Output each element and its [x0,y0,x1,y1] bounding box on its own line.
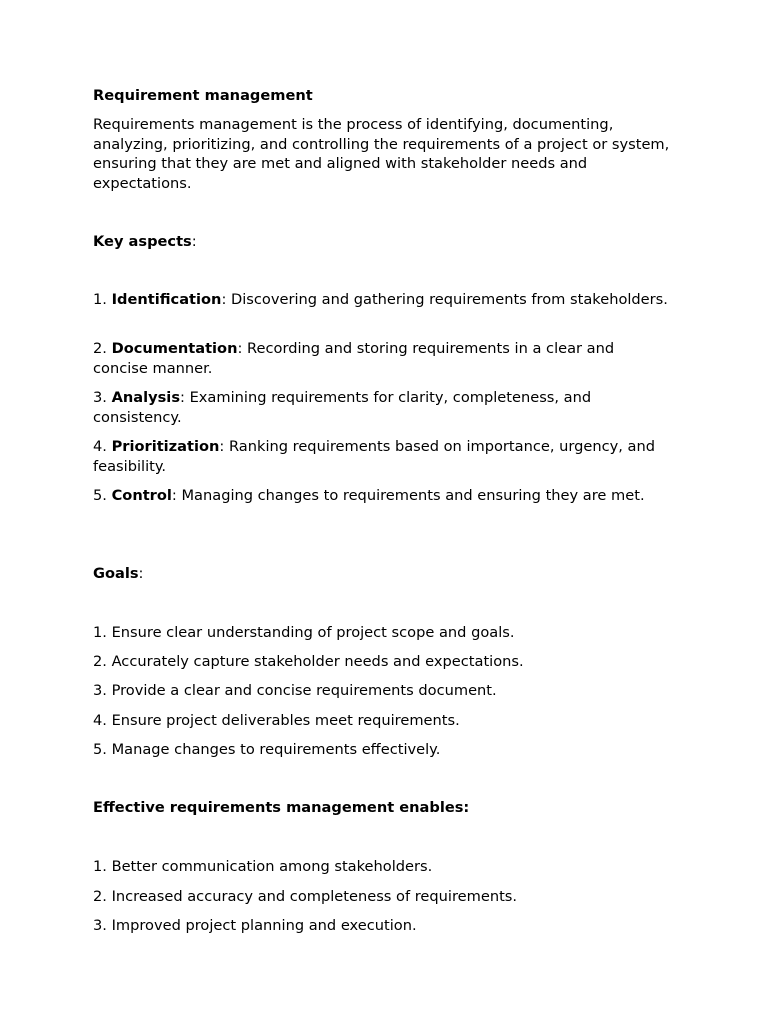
key-aspects-heading [93,232,673,252]
key-aspects-heading-colon: : [191,233,197,250]
key-aspect-description: : Managing changes to requirements and ensuring they are met. [171,487,645,504]
key-aspect-number: 3. [93,389,112,406]
enables-item: 1. Better communication among stakeholders. [93,858,433,875]
key-aspect-description: : Discovering and gathering requirements from stakeholders. [221,291,668,308]
goals-heading [93,564,673,584]
goal-item: 2. Accurately capture stakeholder needs and expectations. [93,653,524,670]
key-aspect-number: 5. [93,487,112,504]
key-aspects-heading-label: Key aspects [93,233,192,250]
key-aspect-item [93,486,673,506]
enables-item: 2. Increased accuracy and completeness of requirements. [93,888,518,905]
enables-item: 3. Improved project planning and execution. [93,917,417,934]
key-aspect-item [93,437,673,476]
key-aspect-term: Identification [111,291,222,308]
enables-heading: Effective requirements management enables: [93,799,470,816]
goal-item: 5. Manage changes to requirements effectively. [93,741,441,758]
key-aspect-number: 2. [93,340,112,357]
key-aspect-term: Control [111,487,172,504]
document-title: Requirement management [93,87,313,104]
key-aspect-item [93,339,673,378]
key-aspect-description: : Recording and storing requirements in a clear and concise manner. [93,340,615,377]
intro-paragraph: Requirements management is the process of identifying, documenting, analyzing, prioritizing, and controlling the requirements of a project or system, ensuring that they are met and aligned with stakeholder needs and expectations. [93,116,670,192]
goal-item: 3. Provide a clear and concise requirements document. [93,682,497,699]
key-aspect-description: : Examining requirements for clarity, completeness, and consistency. [93,389,592,426]
key-aspect-number: 1. [93,291,112,308]
goals-heading-label: Goals [93,565,139,582]
key-aspect-number: 4. [93,438,112,455]
key-aspect-term: Documentation [111,340,238,357]
key-aspect-item [93,290,673,310]
key-aspect-description: : Ranking requirements based on importance, urgency, and feasibility. [93,438,655,475]
goal-item: 1. Ensure clear understanding of project scope and goals. [93,624,515,641]
key-aspect-term: Prioritization [111,438,220,455]
goal-item: 4. Ensure project deliverables meet requirements. [93,712,460,729]
key-aspect-item [93,388,673,427]
key-aspect-term: Analysis [111,389,181,406]
goals-heading-colon: : [138,565,144,582]
